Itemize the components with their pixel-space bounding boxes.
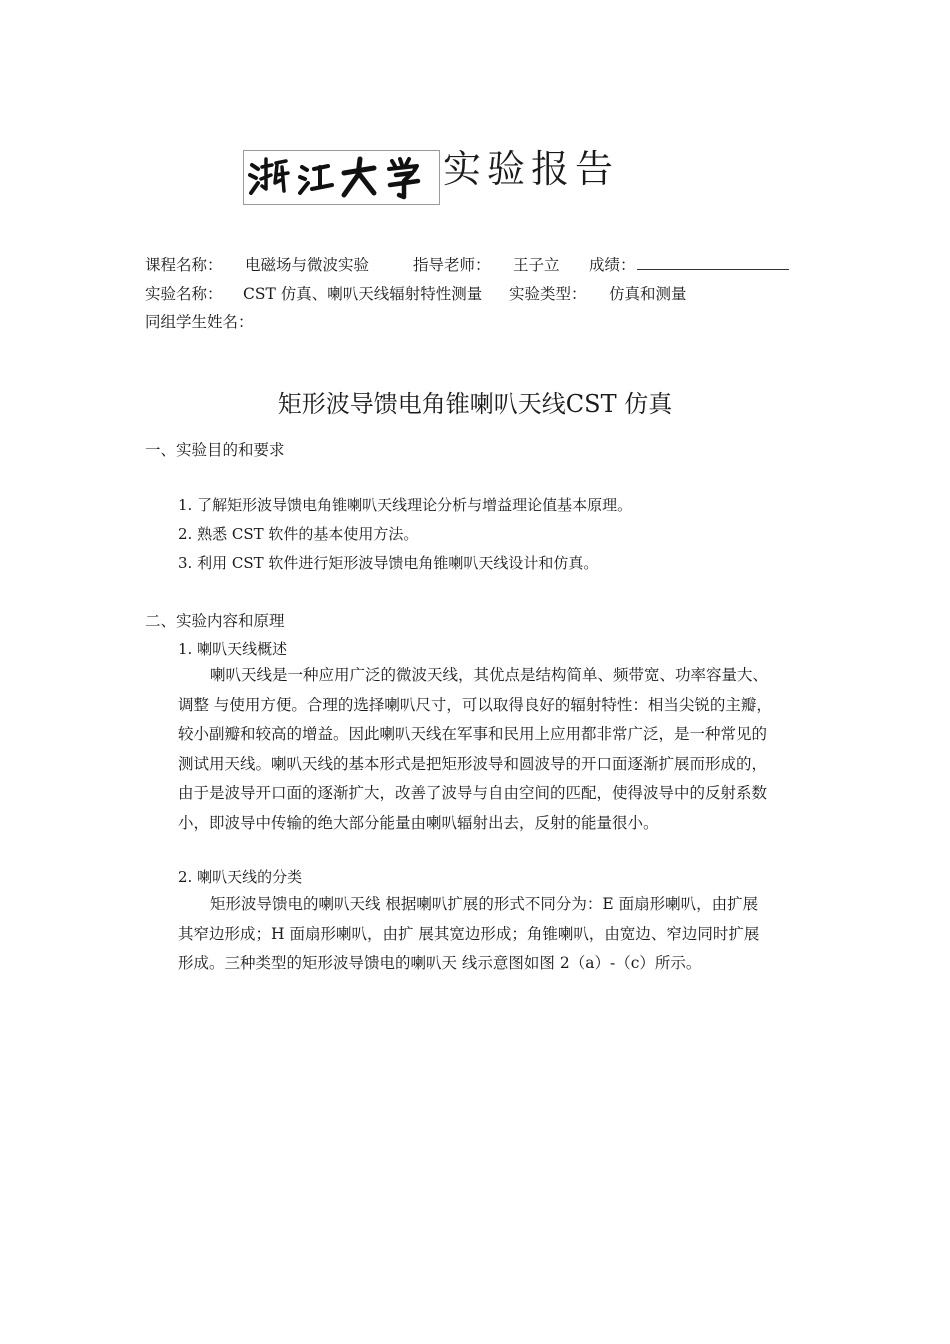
group-label: 同组学生姓名： (145, 313, 254, 331)
course-value: 电磁场与微波实验 (245, 256, 370, 274)
section2-heading: 二、实验内容和原理 (145, 612, 285, 630)
subsection2-paragraph (178, 890, 808, 979)
paragraph-line: 由于是波导开口面的逐渐扩大，改善了波导与自由空间的匹配，使得波导中的反射系数 (178, 784, 768, 802)
subsection2-title: 2. 喇叭天线的分类 (178, 868, 303, 886)
list-item: 1. 了解矩形波导馈电角锥喇叭天线理论分析与增益理论值基本原理。 (178, 496, 633, 514)
teacher-label: 指导老师： (413, 256, 491, 274)
paragraph-line: 较小副瓣和较高的增益。因此喇叭天线在军事和民用上应用都非常广泛，是一种常见的 (178, 725, 768, 743)
grade-label: 成绩： (589, 256, 636, 274)
paragraph-line: 喇叭天线是一种应用广泛的微波天线，其优点是结构简单、频带宽、功率容量大、 (210, 666, 769, 684)
teacher-value: 王子立 (513, 256, 560, 274)
university-logo (243, 150, 440, 205)
experiment-value: CST 仿真、喇叭天线辐射特性测量 (243, 285, 483, 303)
subsection1-title: 1. 喇叭天线概述 (178, 640, 288, 658)
paragraph-line: 形成。三种类型的矩形波导馈电的喇叭天 线示意图如图 2（a）-（c）所示。 (178, 954, 702, 972)
paragraph-line: 测试用天线。喇叭天线的基本形式是把矩形波导和圆波导的开口面逐渐扩展而形成的， (178, 754, 768, 773)
paragraph-line: 小，即波导中传输的绝大部分能量由喇叭辐射出去，反射的能量很小。 (178, 813, 659, 832)
grade-underline (637, 269, 789, 270)
course-label: 课程名称： (145, 256, 223, 274)
experiment-label: 实验名称： (145, 285, 223, 303)
subsection1-paragraph (178, 661, 808, 838)
report-title: 实验报告 (443, 147, 620, 191)
paragraph-line: 矩形波导馈电的喇叭天线 根据喇叭扩展的形式不同分为：E 面扇形喇叭，由扩展 (210, 895, 759, 913)
list-item: 3. 利用 CST 软件进行矩形波导馈电角锥喇叭天线设计和仿真。 (178, 554, 599, 572)
list-item: 2. 熟悉 CST 软件的基本使用方法。 (178, 525, 419, 543)
type-label: 实验类型： (509, 285, 587, 303)
main-title: 矩形波导馈电角锥喇叭天线CST 仿真 (277, 390, 673, 418)
paragraph-line: 调整 与使用方便。合理的选择喇叭尺寸，可以取得良好的辐射特性：相当尖锐的主瓣， (178, 695, 772, 714)
calligraphy-logo-icon (244, 151, 439, 204)
type-value: 仿真和测量 (609, 285, 687, 303)
section1-heading: 一、实验目的和要求 (145, 441, 285, 459)
paragraph-line: 其窄边形成；H 面扇形喇叭，由扩 展其宽边形成；角锥喇叭，由宽边、窄边同时扩展 (178, 924, 760, 943)
